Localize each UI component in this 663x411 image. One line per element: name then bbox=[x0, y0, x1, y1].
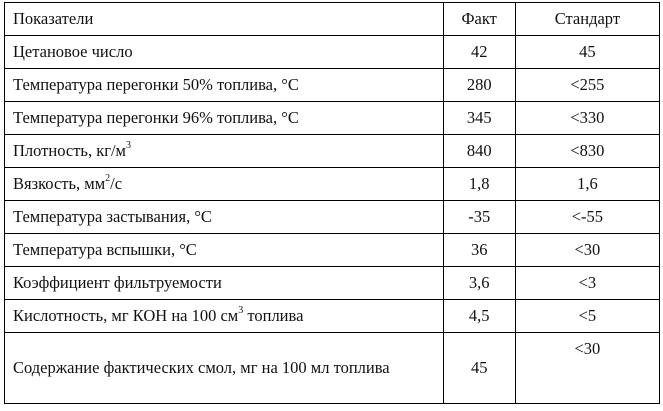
indicator-name: Температура перегонки 50% топлива, °С bbox=[5, 69, 444, 102]
table-row bbox=[5, 234, 660, 267]
indicator-name: Плотность, $кг/м^3$ bbox=[5, 135, 444, 168]
table-row bbox=[5, 69, 660, 102]
standard-value: 1,6 bbox=[515, 168, 659, 201]
table-row bbox=[5, 333, 660, 404]
fact-value: 3,6 bbox=[443, 267, 515, 300]
standard-value: 45 bbox=[515, 36, 659, 69]
header-standard: Стандарт bbox=[515, 3, 659, 36]
header-row bbox=[5, 3, 660, 36]
indicator-name: Цетановое число bbox=[5, 36, 444, 69]
indicator-name: Кислотность, мг КОН на 100 $см^3$ топлива bbox=[5, 300, 444, 333]
table-row bbox=[5, 135, 660, 168]
table-row bbox=[5, 36, 660, 69]
standard-value: <5 bbox=[515, 300, 659, 333]
standard-value: <330 bbox=[515, 102, 659, 135]
standard-value: <830 bbox=[515, 135, 659, 168]
standard-value: <-55 bbox=[515, 201, 659, 234]
standard-value: <255 bbox=[515, 69, 659, 102]
fact-value: 280 bbox=[443, 69, 515, 102]
header-fact: Факт bbox=[443, 3, 515, 36]
indicator-name: Температура застывания, °С bbox=[5, 201, 444, 234]
header-indicators: Показатели bbox=[5, 3, 444, 36]
fact-value: 42 bbox=[443, 36, 515, 69]
standard-value: <3 bbox=[515, 267, 659, 300]
fact-value: 45 bbox=[443, 333, 515, 404]
table-row bbox=[5, 168, 660, 201]
fact-value: -35 bbox=[443, 201, 515, 234]
table-row bbox=[5, 102, 660, 135]
indicator-name: Вязкость, $мм^2/с$ bbox=[5, 168, 444, 201]
fact-value: 840 bbox=[443, 135, 515, 168]
fact-value: 36 bbox=[443, 234, 515, 267]
standard-value: <30 bbox=[515, 234, 659, 267]
indicator-name: Содержание фактических смол, мг на 100 мл топлива bbox=[5, 333, 444, 404]
fact-value: 345 bbox=[443, 102, 515, 135]
table-row bbox=[5, 267, 660, 300]
table-row bbox=[5, 201, 660, 234]
table-row bbox=[5, 300, 660, 333]
fact-value: 4,5 bbox=[443, 300, 515, 333]
indicators-table bbox=[4, 2, 660, 404]
indicator-name: Температура перегонки 96% топлива, °С bbox=[5, 102, 444, 135]
indicator-name: Коэффициент фильтруемости bbox=[5, 267, 444, 300]
fact-value: 1,8 bbox=[443, 168, 515, 201]
indicator-name: Температура вспышки, °С bbox=[5, 234, 444, 267]
standard-value: <30 bbox=[515, 333, 659, 404]
